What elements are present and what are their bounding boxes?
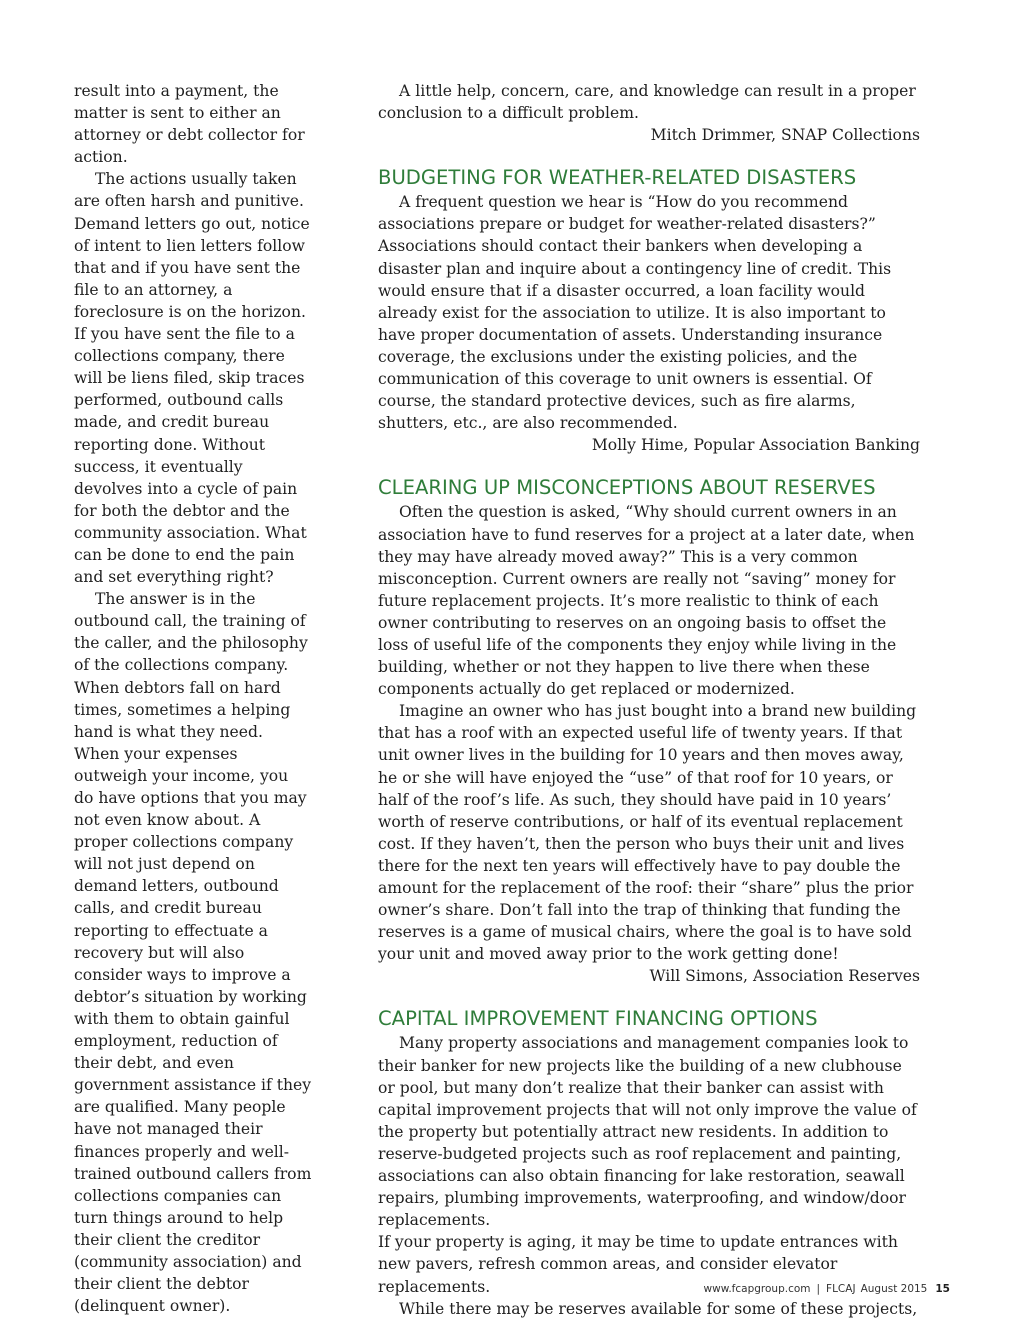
section-paragraph: Many property associations and management companies look to their banker for new projects like the building of a new clubhouse or pool, but many don’t realize that their banker can assist with capital improvement projects that will not only improve the value of the property but potentially attract new residents. In addition to reserve-budgeted projects such as roof replacement and painting, associations can also obtain financing for lake restoration, seawall repairs, plumbing improvements, waterproofing, and window/door replacements.	[378, 1034, 917, 1230]
footer-publication: FLCAJ	[826, 1283, 856, 1295]
section-heading: CAPITAL IMPROVEMENT FINANCING OPTIONS	[378, 1007, 818, 1031]
left-column	[74, 80, 312, 1317]
right-column	[378, 80, 920, 1320]
page-footer	[704, 1283, 950, 1295]
left-paragraph-1: result into a payment, the matter is sent to either an attorney or debt collector for action.	[74, 82, 305, 167]
left-paragraph-3: The answer is in the outbound call, the training of the caller, and the philosophy of the collections company. When debtors fall on hard times, sometimes a helping hand is what they need. When your expenses outweigh your income, you do have options that you may not even know about. A proper collections company will not just depend on demand letters, outbound calls, and credit bureau reporting to effectuate a recovery but will also consider ways to improve a debtor’s situation by working with them to obtain gainful employment, reduction of their debt, and even government assistance if they are qualified. Many people have not managed their finances properly and well-trained outbound callers from collections companies can turn things around to help their client the creditor (community association) and their client the debtor (delinquent owner).	[74, 590, 312, 1316]
left-paragraph-2: The actions usually taken are often harsh and punitive. Demand letters go out, notice of intent to lien letters follow that and if you have sent the file to an attorney, a foreclosure is on the horizon. If you have sent the file to a collections company, there will be liens filed, skip traces performed, outbound calls made, and credit bureau reporting done. Without success, it eventually devolves into a cycle of pain for both the debtor and the community association. What can be done to end the pain and set everything right?	[74, 170, 310, 587]
page-number: 15	[935, 1283, 950, 1295]
footer-date: August 2015	[860, 1283, 928, 1295]
footer-website-link[interactable]: www.fcapgroup.com	[703, 1283, 811, 1295]
section-attribution: Molly Hime, Popular Association Banking	[591, 436, 920, 455]
footer-separator: |	[816, 1283, 821, 1295]
section-paragraph: If your property is aging, it may be time to update entrances with new pavers, refresh common areas, and consider elevator replacements.	[378, 1233, 898, 1296]
section-capital-improvement	[378, 1007, 920, 1319]
section-weather-disasters	[378, 166, 920, 456]
section-paragraph: Often the question is asked, “Why should current owners in an association have to fund reserves for a project at a later date, when they may have already moved away?” This is a very common misconception. Current owners are really not “saving” money for future replacement projects. It’s more realistic to think of each owner contributing to reserves on an ongoing basis to offset the loss of useful life of the components they enjoy while living in the building, whether or not they happen to live there when these components actually do get replaced or modernized.	[378, 503, 915, 699]
intro-block	[378, 80, 920, 146]
section-attribution: Will Simons, Association Reserves	[649, 967, 920, 986]
section-heading: BUDGETING FOR WEATHER-RELATED DISASTERS	[378, 166, 857, 190]
intro-attribution: Mitch Drimmer, SNAP Collections	[650, 126, 920, 145]
section-heading: CLEARING UP MISCONCEPTIONS ABOUT RESERVES	[378, 476, 876, 500]
section-paragraph: A frequent question we hear is “How do you recommend associations prepare or budget for weather-related disasters?” Associations should contact their bankers when developing a disaster plan and inquire about a contingency line of credit. This would ensure that if a disaster occurred, a loan facility would already exist for the association to utilize. It is also important to have proper documentation of assets. Understanding insurance coverage, the exclusions under the existing policies, and the communication of this coverage to unit owners is essential. Of course, the standard protective devices, such as fire alarms, shutters, etc., are also recommended.	[378, 193, 892, 433]
section-paragraph: While there may be reserves available for some of these projects,	[399, 1299, 918, 1318]
section-paragraph: Imagine an owner who has just bought into a brand new building that has a roof with an expected useful life of twenty years. If that unit owner lives in the building for 10 years and then moves away, he or she will have enjoyed the “use” of that roof for 10 years, or half of the roof’s life. As such, they should have paid in 10 years’ worth of reserve contributions, or half of its eventual replacement cost. If they haven’t, then the person who buys their unit and lives there for the next ten years will effectively have to pay double the amount for the replacement of the roof: their “share” plus the prior owner’s share. Don’t fall into the trap of thinking that funding the reserves is a game of musical chairs, where the goal is to have sold your unit and moved away prior to the work getting done!	[378, 702, 917, 964]
intro-paragraph: A little help, concern, care, and knowledge can result in a proper conclusion to a difficult problem.	[378, 82, 916, 123]
section-reserves	[378, 476, 920, 987]
